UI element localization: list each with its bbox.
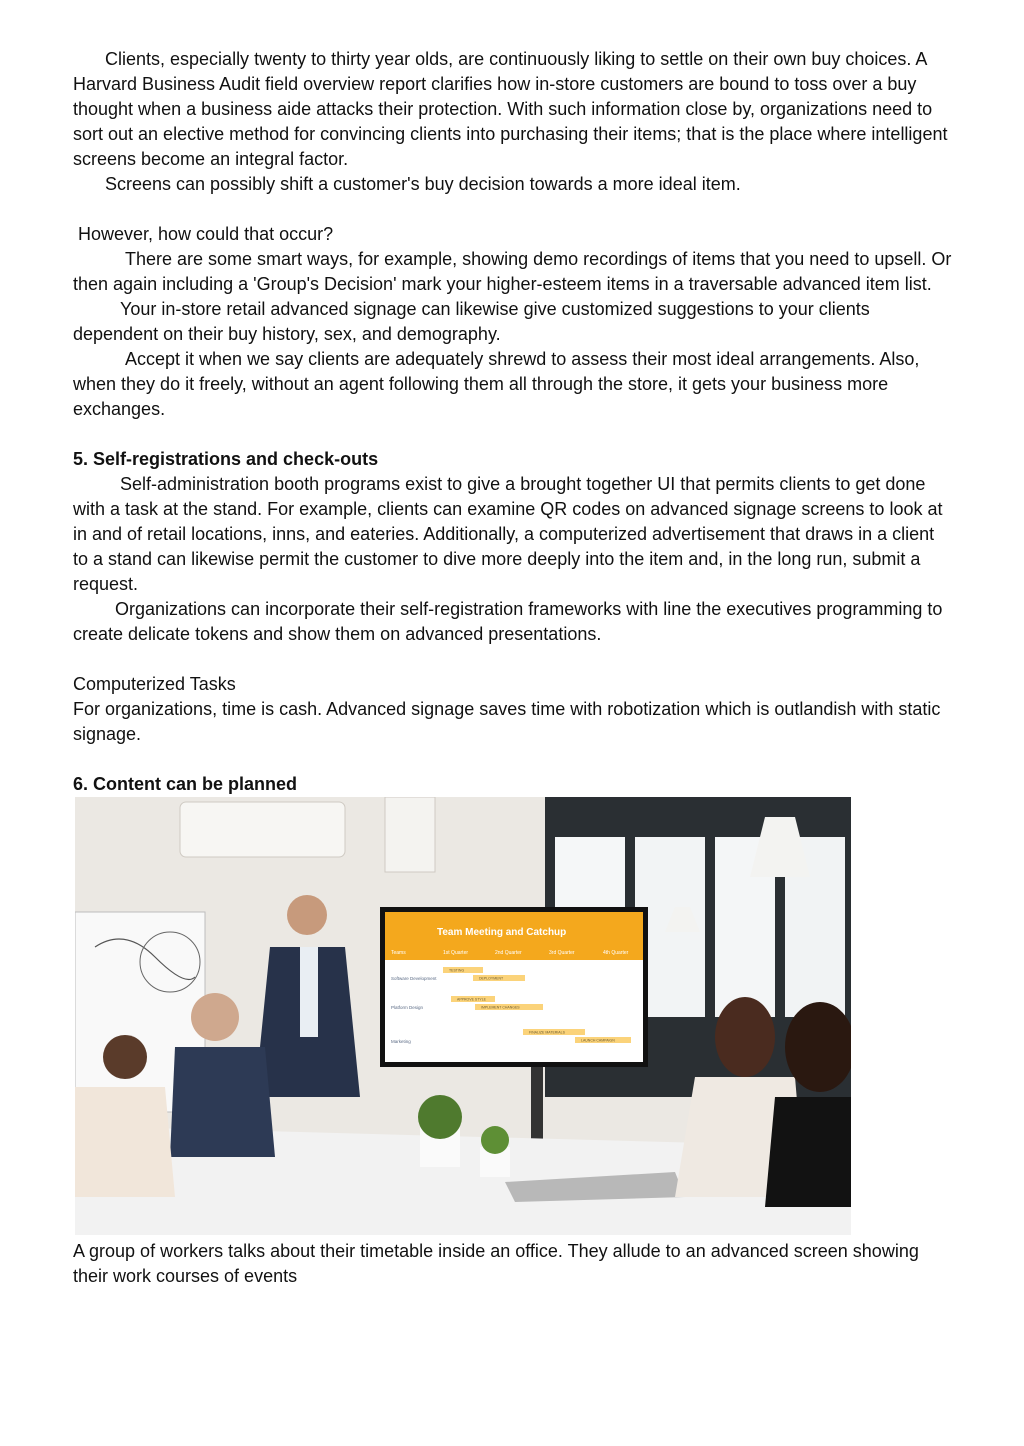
screen-gantt-bar-label: IMPLEMENT CHANGES — [481, 1005, 520, 1010]
screen-row-label: Software Development — [391, 976, 437, 981]
paragraph: Accept it when we say clients are adequately shrewd to assess their most ideal arrangements. Also, when they do it freely, without an agent following them all through the store, it gets your business more exchanges. — [73, 349, 920, 419]
office-meeting-photo — [75, 797, 851, 1235]
screen-column-header: 3rd Quarter — [549, 950, 575, 956]
paragraph: Screens can possibly shift a customer's buy decision towards a more ideal item. — [105, 174, 741, 194]
screen-row-label: Platform Design — [391, 1005, 424, 1010]
section-heading: 6. Content can be planned — [73, 774, 298, 794]
paragraph: However, how could that occur? — [78, 224, 334, 244]
section-heading: 5. Self-registrations and check-outs — [73, 449, 379, 469]
image-caption: A group of workers talks about their timetable inside an office. They allude to an advanced screen showing their work courses of events — [73, 1241, 919, 1286]
paragraph: Your in-store retail advanced signage can likewise give customized suggestions to your clients dependent on their buy history, sex, and demography. — [73, 299, 870, 344]
screen-gantt-bar-label: APPROVE STYLE — [457, 997, 486, 1002]
document-page — [73, 47, 953, 1289]
screen-gantt-bar-label: LAUNCH CAMPAIGN — [581, 1038, 615, 1043]
paragraph: Organizations can incorporate their self-registration frameworks with line the executives programming to create delicate tokens and show them on advanced presentations. — [73, 599, 943, 644]
screen-gantt-bar-label: TESTING — [449, 968, 465, 973]
screen-title: Team Meeting and Catchup — [437, 927, 567, 938]
subheading: Computerized Tasks — [73, 674, 236, 694]
screen-column-header: 2nd Quarter — [495, 950, 522, 956]
paragraph: Clients, especially twenty to thirty year olds, are continuously liking to settle on their own buy choices. A Harvard Business Audit field overview report clarifies how in-store customers are bound to toss over a buy thought when a business aide attacks their protection. With such information close by, organizations need to sort out an elective method for convincing clients into purchasing their items; that is the place where intelligent screens become an integral factor. — [73, 49, 948, 169]
paragraph: Self-administration booth programs exist to give a brought together UI that permits clients to get done with a task at the stand. For example, clients can examine QR codes on advanced signage screens to look at in and of retail locations, inns, and eateries. Additionally, a computerized advertisement that draws in a client to a stand can likewise permit the customer to dive more deeply into the item and, in the long run, submit a request. — [73, 474, 943, 594]
paragraph: There are some smart ways, for example, showing demo recordings of items that you need to upsell. Or then again including a 'Group's Decision' mark your higher-esteem items in a traversable advanced item list. — [73, 249, 952, 294]
screen-gantt-bar-label: DEPLOYMENT — [479, 976, 504, 981]
screen-column-header: 1st Quarter — [443, 950, 469, 956]
screen-column-header: 4th Quarter — [603, 950, 629, 956]
screen-row-label: Marketing — [391, 1039, 411, 1044]
paragraph: For organizations, time is cash. Advanced signage saves time with robotization which is outlandish with static signage. — [73, 699, 941, 744]
screen-column-header: Teams — [391, 950, 406, 956]
screen-gantt-bar-label: FINALIZE MATERIALS — [529, 1030, 565, 1035]
